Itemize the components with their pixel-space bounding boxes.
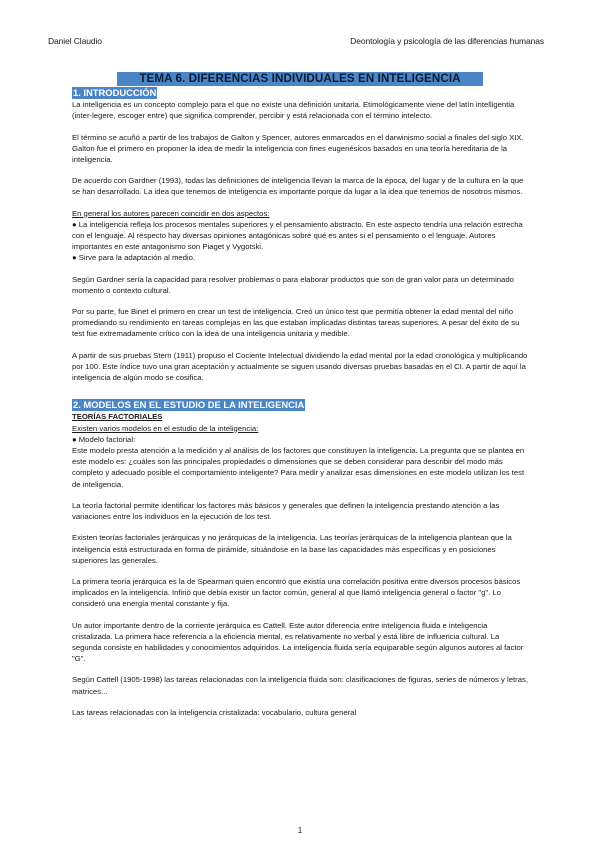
- subheading-teorias-factoriales: TEORÍAS FACTORIALES: [72, 412, 163, 422]
- paragraph: La teoría factorial permite identificar los factores más básicos y generales que definen la inteligencia prestando atención a las variaciones entre los individuos en la ejecución de los test.: [72, 500, 500, 522]
- paragraph: La primera teoría jerárquica es la de Spearman quien encontró que existía una correlación positiva entre diversos procesos básicos implicados en la inteligencia. Infirió que debía existir un factor común, general al que llamó inteligencia general o factor "g". Lo consideró una energía mental constante y fija.: [72, 576, 521, 609]
- paragraph: Por su parte, fue Binet el primero en crear un test de inteligencia. Creó un único test que permitía obtener la edad mental del niño promediando su rendimiento en tareas complejas en las que estaban implicadas distintas tareas superiores. A pesar del éxito de su test fue extremadamente crítico con la idea de una inteligencia unitaria y medible.: [72, 307, 520, 339]
- paragraph: Las tareas relacionadas con la inteligencia cristalizada: vocabulario, cultura general: [72, 707, 357, 717]
- document-body: [72, 87, 528, 718]
- paragraph: La inteligencia es un concepto complejo para el que no existe una definición unitaria. Etimológicamente viene del latín intelligentia (inter-legere, escoger entre) que significa comprender, percibir y está relacionada con el término intelecto.: [72, 100, 515, 121]
- bullet-item: ● Modelo factorial:: [72, 434, 136, 444]
- paragraph: Este modelo presta atención a la medición y al análisis de los factores que constituyen la inteligencia. La pregunta que se plantea en este modelo es: ¿cuáles son las principales propiedades o dimensiones que se deben considerar para describir del modo más completo y adecuado posible el comportamiento inteligente? Para medir y analizar esas dimensiones en este modelo utilizan los test de inteligencia.: [72, 446, 525, 489]
- paragraph: Según Cattell (1905-1998) las tareas relacionadas con la inteligencia fluida son: clasificaciones de figuras, series de números y letras, matrices...: [72, 675, 528, 696]
- paragraph: Existen teorías factoriales jerárquicas y no jerárquicas de la inteligencia. Las teorías jerárquicas de la inteligencia plantean que la inteligencia está estructurada en forma de pirámide, situándose en la base las capacidades más específicas y en posiciones superiores las generales.: [72, 533, 512, 565]
- bullet-item: ● La inteligencia refleja los procesos mentales superiores y el pensamiento abstracto. En este aspecto tendría una relación estrecha con el lenguaje. Al respecto hay diversas opiniones antagónicas sobre qué es antes si el pensamiento o el lenguaje. Autores importantes en este antagonismo son Piaget y Vygotski.: [72, 219, 523, 252]
- paragraph: Un autor importante dentro de la corriente jerárquica es Cattell. Este autor diferencia entre inteligencia fluida e inteligencia cristalizada. La primera hace referencia a la eficiencia mental, es relativamente no verbal y está libre de influencia cultural. La segunda consiste en habilidades y conocimientos adquiridos. La inteligencia fluida sería equiparable según algunos autores al factor "G".: [72, 620, 524, 664]
- section-heading-introduccion: 1. INTRODUCCIÓN: [73, 87, 157, 98]
- paragraph: De acuerdo con Gardner (1993), todas las definiciones de inteligencia llevan la marca de la época, del lugar y de la cultura en la que se han desarrollado. La idea que tenemos de inteligencia es importante porque da lugar a la idea que tenemos de nosotros mismos.: [72, 176, 524, 197]
- bullet-item: ● Sirve para la adaptación al medio.: [72, 253, 196, 263]
- page-title: TEMA 6. DIFERENCIAS INDIVIDUALES EN INTELIGENCIA: [117, 72, 483, 86]
- paragraph: Según Gardner sería la capacidad para resolver problemas o para elaborar productos que son de gran valor para un determinado momento o contexto cultural.: [72, 274, 514, 295]
- header-author: Daniel Claudio: [48, 36, 102, 46]
- models-heading: Existen varios modelos en el estudio de la inteligencia:: [72, 423, 259, 433]
- header-course: Deontología y psicología de las diferencias humanas: [350, 36, 544, 46]
- page-number: 1: [297, 826, 303, 835]
- section-heading-modelos: 2. MODELOS EN EL ESTUDIO DE LA INTELIGENCIA: [73, 399, 305, 411]
- paragraph: A partir de sus pruebas Stern (1911) propuso el Cociente Intelectual dividiendo la edad mental por la edad cronológica y multiplicando por 100. Este índice tuvo una gran aceptación y actualmente se siguen usando diversas pruebas basadas en el CI. A partir de aquí la inteligencia de algún modo se cosifica.: [72, 350, 528, 383]
- paragraph: El término se acuñó a partir de los trabajos de Galton y Spencer, autores enmarcados en el darwinismo social a finales del siglo XIX. Galton fue el primero en proponer la idea de medir la inteligencia con fines eugenésicos basados en una teoría hereditaria de la inteligencia.: [72, 132, 524, 165]
- aspects-heading: En general los autores parecen coincidir en dos aspectos:: [72, 208, 270, 218]
